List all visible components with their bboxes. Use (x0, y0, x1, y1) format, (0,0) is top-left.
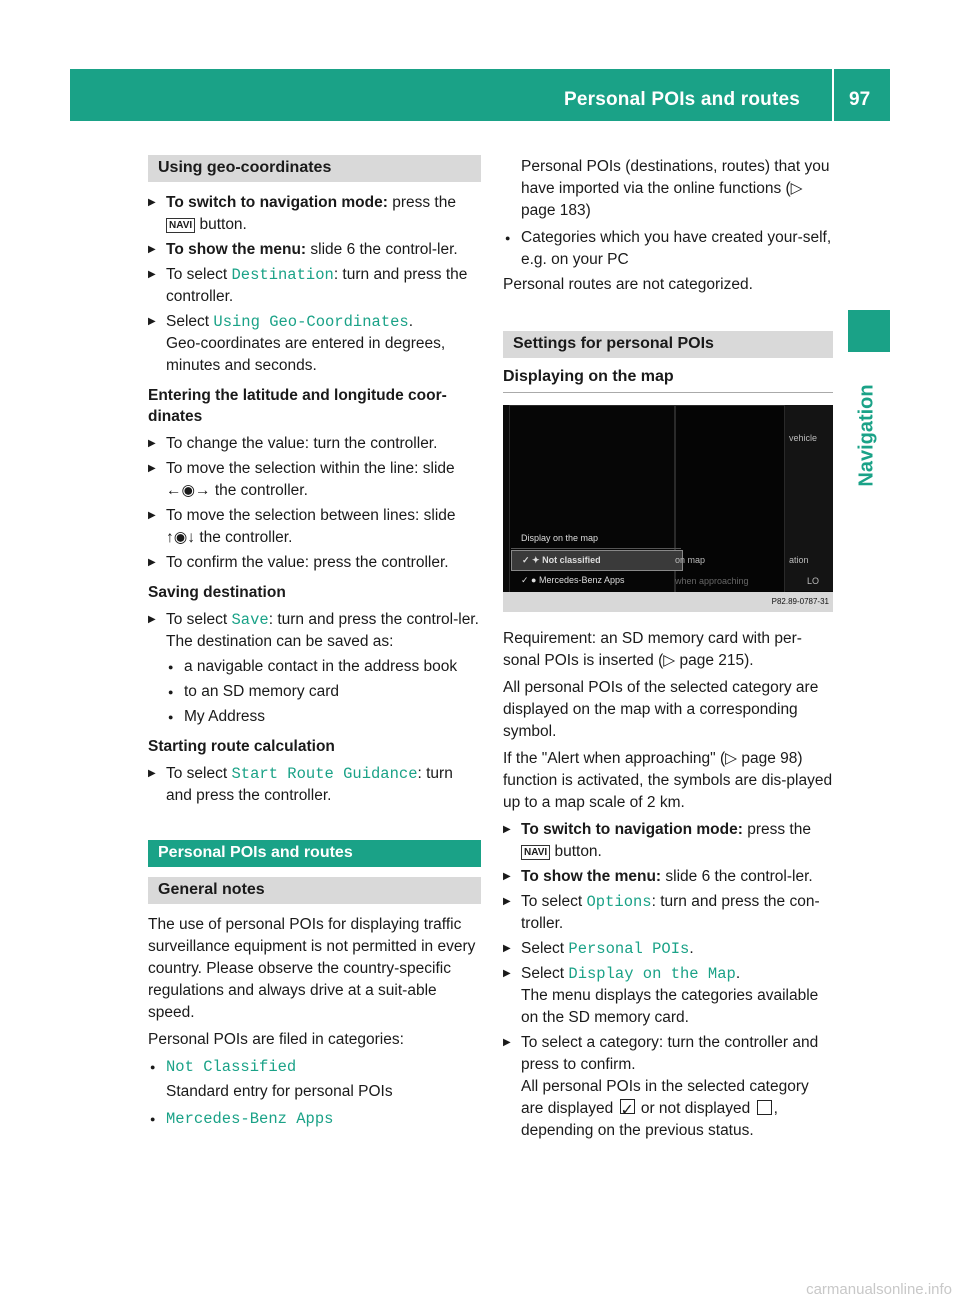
subheading-saving: Saving destination (148, 584, 286, 601)
subheading-displaying: Displaying on the map (503, 368, 833, 393)
category-desc: Standard entry for personal POIs (166, 1083, 393, 1100)
step-select-geo: ▶ Select Using Geo-Coordinates. Geo-coordinates are entered in degrees, minutes and seconds. (148, 311, 481, 377)
step-start-route: ▶ To select Start Route Guidance: turn and press the controller. (148, 763, 481, 807)
side-tab-label: Navigation (855, 383, 878, 487)
paragraph-alert: If the "Alert when approaching" (▷ page 98) function is activated, the symbols are dis-played up to a map scale of 2 km. (503, 750, 833, 811)
menu-item-destination: Destination (231, 266, 334, 284)
step-show-menu-2: ▶ To show the menu: slide 6 the control-ler. (503, 866, 833, 888)
menu-item-geo-coordinates: Using Geo-Coordinates (213, 313, 409, 331)
step-select-display-map: ▶ Select Display on the Map. The menu displays the categories available on the SD memory card. (503, 963, 833, 1029)
page-number: 97 (849, 89, 871, 110)
category-not-classified: ● Not Classified (148, 1056, 481, 1078)
checked-box-icon: ✓ (620, 1099, 635, 1114)
check-icon: ✓ ● (521, 575, 539, 585)
step-select-options: ▶ To select Options: turn and press the con-troller. (503, 891, 833, 935)
screenshot-caption: P82.89-0787-31 (503, 592, 833, 612)
list-item: ● Categories which you have created your-self, e.g. on your PC (503, 227, 833, 271)
category-mb-apps: ● Mercedes-Benz Apps (148, 1108, 481, 1130)
step-select-destination: ▶ To select Destination: turn and press the controller. (148, 264, 481, 308)
section-heading-general: General notes (148, 877, 481, 904)
list-item: ● My Address (166, 706, 481, 728)
screen-right-label-1: vehicle (789, 433, 818, 443)
menu-item-options: Options (586, 893, 652, 911)
section-heading-geo: Using geo-coordinates (148, 155, 481, 182)
screen-mid-label-2: when approaching (675, 576, 749, 586)
step-nav-mode: ▶ To switch to navigation mode: press the NAVI button. (148, 192, 481, 236)
step-select-personal-pois: ▶ Select Personal POIs. (503, 938, 833, 960)
list-item: ● to an SD memory card (166, 681, 481, 703)
screenshot-display-on-map (503, 405, 833, 612)
screen-menu-title: Display on the map (511, 529, 681, 549)
list-item: ● a navigable contact in the address book (166, 656, 481, 678)
paragraph-all-pois: All personal POIs of the selected category are displayed on the map with a corresponding symbol. (503, 679, 819, 740)
paragraph-general-2: Personal POIs are filed in categories: (148, 1031, 404, 1048)
check-icon: ✓ ✦ (522, 555, 543, 565)
subheading-route: Starting route calculation (148, 738, 335, 755)
step-select-category: ▶ To select a category: turn the controller and press to confirm. All personal POIs in the selected category are displayed ✓ or not displayed , depending on the previous status. (503, 1032, 833, 1142)
step-move-within: ▶ To move the selection within the line: slide ←◉→ the controller. (148, 458, 481, 502)
step-confirm: ▶ To confirm the value: press the controller. (148, 552, 481, 574)
screen-item-mb-apps: ✓ ● Mercedes-Benz Apps (521, 575, 625, 585)
column-left (148, 155, 481, 1133)
paragraph-routes-note: Personal routes are not categorized. (503, 276, 753, 293)
step-show-menu: ▶ To show the menu: slide 6 the control-ler. (148, 239, 481, 261)
menu-item-start-route: Start Route Guidance (231, 765, 418, 783)
screen-right-label-3: LO (807, 576, 820, 586)
step-nav-mode-2: ▶ To switch to navigation mode: press the NAVI button. (503, 819, 833, 863)
menu-item-save: Save (231, 611, 269, 629)
screen-item-not-classified: ✓ ✦ Not classified (511, 550, 683, 571)
section-heading-settings: Settings for personal POIs (503, 331, 833, 358)
screen-mid-label-1: on map (675, 555, 706, 565)
paragraph-imported-pois: Personal POIs (destinations, routes) that you have imported via the online functions (▷ page 183) (521, 158, 830, 219)
unchecked-box-icon (757, 1100, 772, 1115)
step-move-between: ▶ To move the selection between lines: slide ↑◉↓ the controller. (148, 505, 481, 549)
menu-item-display-on-map: Display on the Map (568, 965, 736, 983)
navi-key-icon: NAVI (521, 845, 550, 860)
column-right (503, 153, 833, 1145)
step-change-value: ▶ To change the value: turn the controller. (148, 433, 481, 455)
step-select-save: ▶ To select Save: turn and press the control-ler. The destination can be saved as: (148, 609, 481, 653)
header-divider (832, 69, 834, 121)
navi-key-icon: NAVI (166, 218, 195, 233)
paragraph-requirement: Requirement: an SD memory card with per-sonal POIs is inserted (▷ page 215). (503, 630, 802, 669)
paragraph-general-1: The use of personal POIs for displaying traffic surveillance equipment is not permitted in every country. Please observe the country-specific regulations and always drive at a suit-able speed. (148, 916, 476, 1021)
screen-right-label-2: ation (789, 555, 809, 565)
watermark: carmanualsonline.info (806, 1281, 952, 1298)
section-heading-poi: Personal POIs and routes (148, 840, 481, 867)
subheading-entering: Entering the latitude and longitude coor-dinates (148, 387, 447, 425)
menu-item-personal-pois: Personal POIs (568, 940, 690, 958)
header-title: Personal POIs and routes (564, 89, 801, 110)
side-tab-marker (848, 310, 890, 352)
